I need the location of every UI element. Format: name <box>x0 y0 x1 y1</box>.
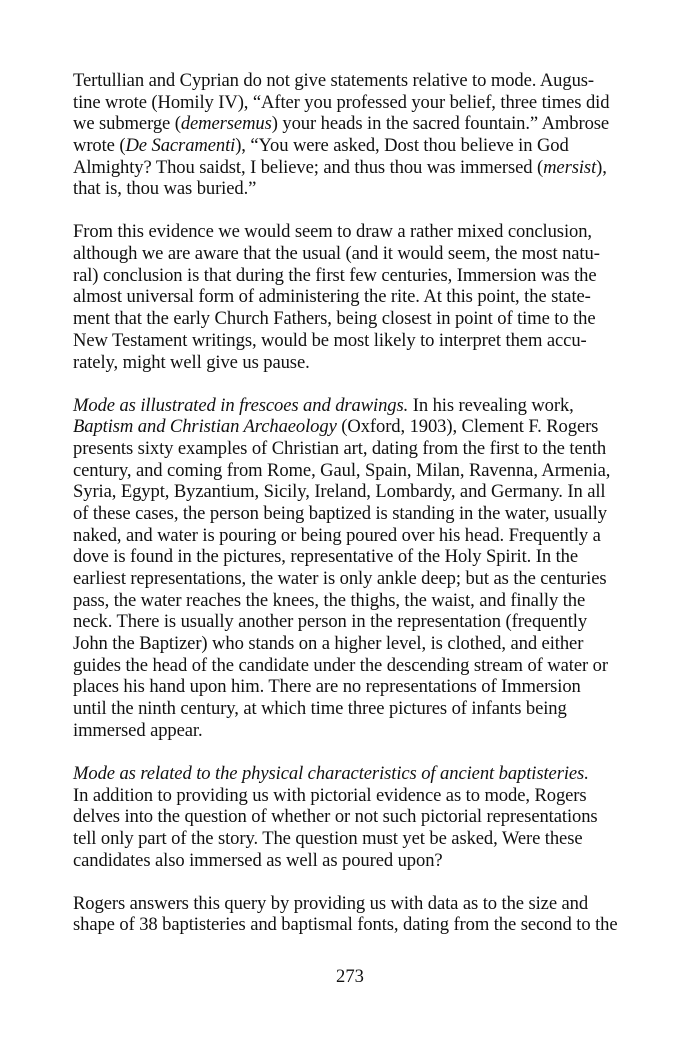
text-run: In addition to providing us with pictorial evidence as to mode, Rogers <box>73 784 587 806</box>
text-run: almost universal form of administering the rite. At this point, the state- <box>73 286 591 308</box>
text-run: Rogers answers this query by providing us with data as to the size and <box>73 892 589 914</box>
text-run: century, and coming from Rome, Gaul, Spain, Milan, Ravenna, Armenia, <box>73 459 611 481</box>
text-line <box>73 503 625 525</box>
text-run: naked, and water is pouring or being poured over his head. Frequently a <box>73 524 601 546</box>
text-run: In his revealing work, <box>408 394 574 416</box>
text-line <box>73 720 625 742</box>
text-line <box>73 590 625 612</box>
text-line <box>73 806 625 828</box>
page-body <box>73 70 625 936</box>
paragraph-gap <box>73 373 625 394</box>
text-line <box>73 265 625 287</box>
italic-text-run: Baptism and Christian Archaeology <box>73 416 337 438</box>
paragraph <box>73 70 625 200</box>
text-line <box>73 676 625 698</box>
text-run: delves into the question of whether or not such pictorial representations <box>73 806 598 828</box>
text-run: ), <box>596 156 607 178</box>
text-line <box>73 785 625 807</box>
text-run: we submerge ( <box>73 113 181 135</box>
text-run: John the Baptizer) who stands on a higher level, is clothed, and either <box>73 633 584 655</box>
page-number: 273 <box>336 966 364 987</box>
text-run: ral) conclusion is that during the first few centuries, Immersion was the <box>73 264 597 286</box>
text-line <box>73 850 625 872</box>
text-line <box>73 893 625 915</box>
text-run: rately, might well give us pause. <box>73 351 310 373</box>
text-line <box>73 92 625 114</box>
text-run: until the ninth century, at which time three pictures of infants being <box>73 698 567 720</box>
text-line <box>73 70 625 92</box>
paragraph-gap <box>73 200 625 221</box>
text-run: candidates also immersed as well as poured upon? <box>73 849 443 871</box>
paragraph <box>73 763 625 871</box>
text-line <box>73 698 625 720</box>
text-line <box>73 157 625 179</box>
text-line <box>73 352 625 374</box>
italic-text-run: Mode as related to the physical characteristics of ancient baptisteries. <box>73 762 589 784</box>
text-run: tell only part of the story. The question must yet be asked, Were these <box>73 827 583 849</box>
text-line <box>73 611 625 633</box>
text-line <box>73 633 625 655</box>
text-run: shape of 38 baptisteries and baptismal fonts, dating from the second to the <box>73 914 618 936</box>
text-line <box>73 395 625 417</box>
text-line <box>73 113 625 135</box>
text-run: wrote ( <box>73 135 126 157</box>
text-line <box>73 546 625 568</box>
text-run: ) your heads in the sacred fountain.” Ambrose <box>271 113 610 135</box>
text-run: presents sixty examples of Christian art, dating from the first to the tenth <box>73 437 607 459</box>
text-line <box>73 481 625 503</box>
text-line <box>73 243 625 265</box>
text-run: Almighty? Thou saidst, I believe; and thus thou was immersed ( <box>73 156 544 178</box>
text-run: pass, the water reaches the knees, the thighs, the waist, and finally the <box>73 589 586 611</box>
text-run: that is, thou was buried.” <box>73 178 257 200</box>
text-line <box>73 416 625 438</box>
text-line <box>73 308 625 330</box>
text-line <box>73 828 625 850</box>
text-line <box>73 330 625 352</box>
text-run: Tertullian and Cyprian do not give statements relative to mode. Augus- <box>73 70 594 91</box>
text-run: earliest representations, the water is only ankle deep; but as the centuries <box>73 568 607 590</box>
text-run: places his hand upon him. There are no representations of Immersion <box>73 676 581 698</box>
text-line <box>73 568 625 590</box>
italic-text-run: demersemus <box>180 113 272 135</box>
italic-text-run: De Sacramenti <box>125 135 236 157</box>
text-line <box>73 525 625 547</box>
text-run: tine wrote (Homily IV), “After you professed your belief, three times did <box>73 91 610 113</box>
paragraph <box>73 893 625 936</box>
text-run: guides the head of the candidate under the descending stream of water or <box>73 654 608 676</box>
text-line <box>73 914 625 936</box>
paragraph-gap <box>73 742 625 763</box>
paragraph <box>73 395 625 742</box>
text-line <box>73 178 625 200</box>
italic-text-run: Mode as illustrated in frescoes and drawings. <box>73 394 409 416</box>
text-run: of these cases, the person being baptized is standing in the water, usually <box>73 502 607 524</box>
text-run: Syria, Egypt, Byzantium, Sicily, Ireland, Lombardy, and Germany. In all <box>73 481 606 503</box>
paragraph <box>73 221 625 373</box>
text-line <box>73 460 625 482</box>
text-run: neck. There is usually another person in the representation (frequently <box>73 611 588 633</box>
text-line <box>73 221 625 243</box>
text-run: ), “You were asked, Dost thou believe in God <box>235 135 569 157</box>
text-line <box>73 763 625 785</box>
text-run: New Testament writings, would be most likely to interpret them accu- <box>73 329 587 351</box>
italic-text-run: mersist <box>543 156 597 178</box>
text-line <box>73 438 625 460</box>
text-line <box>73 655 625 677</box>
text-run: ment that the early Church Fathers, being closest in point of time to the <box>73 308 596 330</box>
text-run: dove is found in the pictures, representative of the Holy Spirit. In the <box>73 546 579 568</box>
text-line <box>73 286 625 308</box>
text-run: From this evidence we would seem to draw a rather mixed conclusion, <box>73 221 592 243</box>
text-run: (Oxford, 1903), Clement F. Rogers <box>336 416 599 438</box>
paragraph-gap <box>73 871 625 892</box>
text-run: although we are aware that the usual (and it would seem, the most natu- <box>73 243 600 265</box>
text-run: immersed appear. <box>73 719 203 741</box>
text-line <box>73 135 625 157</box>
